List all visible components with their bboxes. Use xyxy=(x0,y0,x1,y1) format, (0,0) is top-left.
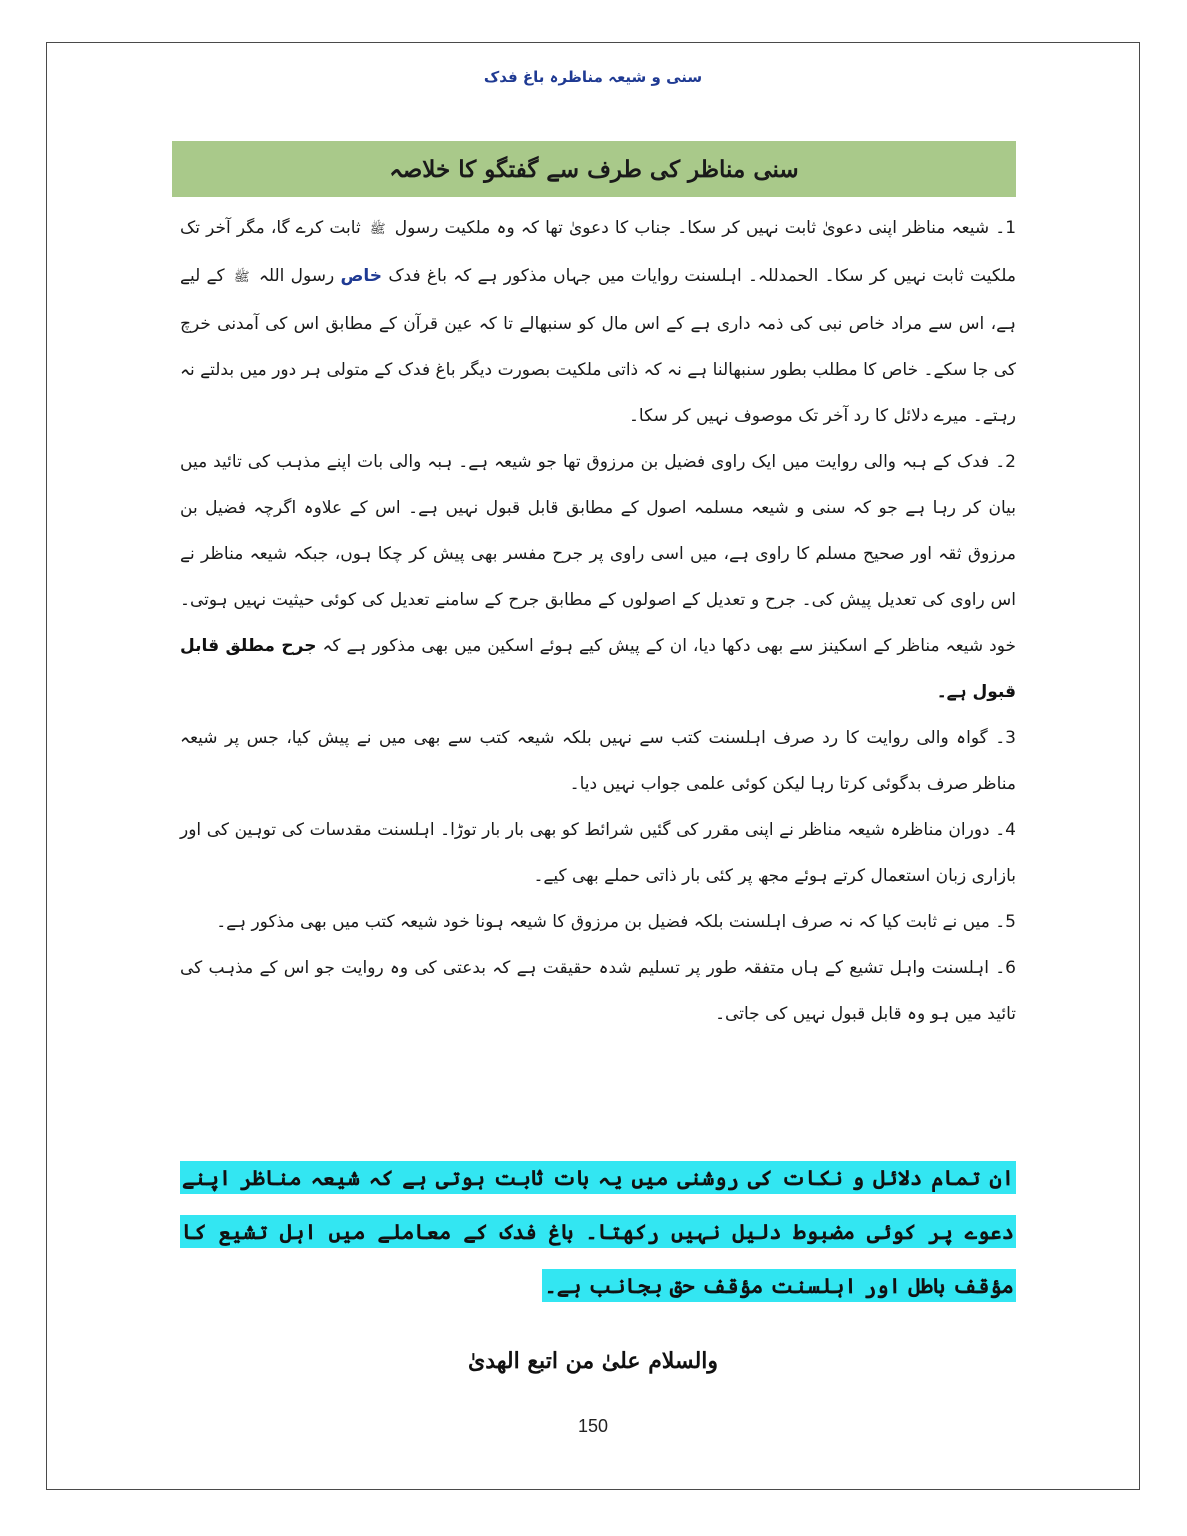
point-2 xyxy=(180,439,1016,715)
conclusion-block xyxy=(180,1151,1016,1313)
point-1-part-b: ثابت کرے گا، مگر آخر تک ملکیت ثابت نہیں کر سکا۔ الحمدللہ۔ اہلسنت روایات میں جہاں مذکور ہے کہ باغ فدک xyxy=(180,218,1016,286)
khas-word: خاص xyxy=(340,266,383,286)
closing-salam: والسلام علیٰ من اتبع الھدیٰ xyxy=(467,1348,719,1374)
page-number: 150 xyxy=(577,1416,609,1436)
conclusion-highlight: ان تمام دلائل و نکات کی روشنی میں یہ بات ثابت ہوتی ہے کہ شیعہ مناظر اپنے دعوے پر کوئی مضبوط دلیل نہیں رکھتا۔ باغ فدک کے معاملے میں اہل تشیع کا مؤقف باطل اور اہلسنت مؤقف حق بجانب ہے۔ xyxy=(180,1161,1016,1302)
running-header: سنی و شیعہ مناظرہ باغ فدک xyxy=(483,68,703,86)
summary-points xyxy=(180,205,1016,1037)
point-5: 5۔ میں نے ثابت کیا کہ نہ صرف اہلسنت بلکہ فضیل بن مرزوق کا شیعہ ہونا خود شیعہ کتب میں بھی مذکور ہے۔ xyxy=(216,912,1016,932)
point-1 xyxy=(180,205,1016,439)
point-2-text: 2۔ فدک کے ہبہ والی روایت میں ایک راوی فضیل بن مرزوق تھا جو شیعہ ہے۔ ہبہ والی بات اپنے مذہب کی تائید میں بیان کر رہا ہے جو کہ سنی و شیعہ مسلمہ اصول کے مطابق قابل قبول نہیں ہے۔ اس کے علاوہ اگرچہ فضیل بن مرزوق ثقہ اور صحیح مسلم کا راوی ہے، میں اسی راوی پر جرح مفسر بھی پیش کر چکا ہوں، جبکہ شیعہ مناظر نے اس راوی کی تعدیل پیش کی۔ جرح و تعدیل کے اصولوں کے مطابق جرح کے سامنے تعدیل کی کوئی حیثیت نہیں ہوتی۔ خود شیعہ مناظر کے اسکینز سے بھی دکھا دیا، ان کے پیش کیے ہوئے اسکین میں بھی مذکور ہے کہ xyxy=(180,452,1016,656)
point-1-part-c: رسول اللہ xyxy=(258,266,335,286)
section-title-band xyxy=(172,141,1016,197)
point-4: 4۔ دوران مناظرہ شیعہ مناظر نے اپنی مقرر کی گئیں شرائط کو بھی بار بار توڑا۔ اہلسنت مقدسات کی توہین کی اور بازاری زبان استعمال کرتے ہوئے مجھ پر کئی بار ذاتی حملے بھی کیے۔ xyxy=(180,820,1016,886)
point-1-part-d: کے لیے ہے، اس سے مراد خاص نبی کی ذمہ داری ہے کے اس مال کو سنبھالے تا کہ عین قرآن کے مطابق اس کی آمدنی خرچ کی جا سکے۔ خاص کا مطلب بطور سنبھالنا ہے نہ کہ ذاتی ملکیت بصورت دیگر باغ فدک کے متولی ہر دور میں بدلتے نہ رہتے۔ میرے دلائل کا رد آخر تک موصوف نہیں کر سکا۔ xyxy=(180,266,1016,426)
pbuh-glyph: ﷺ xyxy=(233,270,250,285)
pbuh-glyph: ﷺ xyxy=(369,222,386,237)
point-3: 3۔ گواہ والی روایت کا رد صرف اہلسنت کتب سے نہیں بلکہ شیعہ کتب سے بھی میں نے پیش کیا، جس پر شیعہ مناظر صرف بدگوئی کرتا رہا لیکن کوئی علمی جواب نہیں دیا۔ xyxy=(180,728,1016,794)
point-1-part-a: 1۔ شیعہ مناظر اپنی دعویٰ ثابت نہیں کر سکا۔ جناب کا دعویٰ تھا کہ وہ ملکیت رسول xyxy=(394,218,1017,238)
point-2-bold-phrase: جرح مطلق قابل قبول ہے۔ xyxy=(180,636,1016,702)
point-6: 6۔ اہلسنت واہل تشیع کے ہاں متفقہ طور پر تسلیم شدہ حقیقت ہے کہ بدعتی کی وہ روایت جو اس کے مذہب کی تائید میں ہو وہ قابل قبول نہیں کی جاتی۔ xyxy=(180,958,1016,1024)
section-title: سنی مناظر کی طرف سے گفتگو کا خلاصہ xyxy=(389,155,799,183)
